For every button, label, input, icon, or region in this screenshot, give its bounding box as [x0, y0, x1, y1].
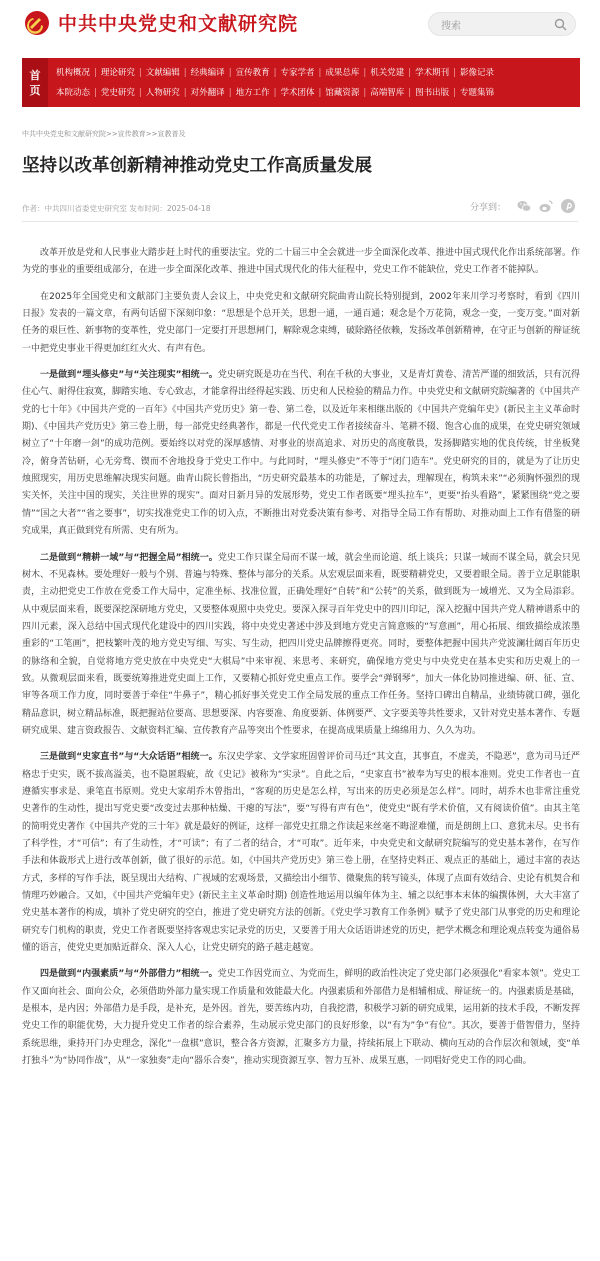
party-emblem-icon[interactable]: [24, 10, 50, 36]
nav-item-xueshuqikan[interactable]: 学术期刊: [415, 68, 450, 78]
divider: [22, 221, 578, 222]
search-input[interactable]: 搜索: [441, 21, 461, 32]
section-heading: 四是做到“内强素质”与“外部借力”相统一。: [40, 969, 218, 980]
paragraph: 四是做到“内强素质”与“外部借力”相统一。党史工作因党而立、为党而生，鲜明的政治性决定了党史部门必须强化“看家本领”。党史工作又面向社会、面向公众，必须借助外部力量实现工作质量和效能最大化。内强素质和外部借力是相辅相成、辩证统一的。内强素质是基础，是根本，是内因；外部借力是手段，是补充，是外因。首先，要苦练内功，自我挖潜，积极学习新的研究成果，运用新的技术手段，不断发挥党史工作的职能优势，大力提升党史工作者的综合素养，生动展示党史部门的良好形象，以“有为”争“有位”。其次，要善于借智借力，坚持系统思维，秉持开门办史理念，深化“一盘棋”意识，整合各方资源，汇聚多方力量，持续拓展上下联动、横向互动的合作层次和领域，变“单打独斗”为“协同作战”，从“一家独奏”走向“器乐合奏”，推动实现资源互享、智力互补、成果互惠，一同唱好党史工作的同心曲。: [22, 969, 581, 1067]
pinterest-icon[interactable]: [560, 198, 576, 214]
nav-item-tushuchuban[interactable]: 图书出版: [415, 88, 450, 98]
paragraph: 一是做到“埋头修史”与“关注现实”相统一。党史研究既是功在当代、利在千秋的大事业，又是青灯黄卷、清苦严谨的细致活，只有沉得住心气、耐得住寂寞，脚踏实地、专心致志，才能拿得出经得起实践、历史和人民检验的精品力作。中央党史和文献研究院编著的《中国共产党的七十年》《中国共产党的一百年》《中国共产党历史》第一卷、第二卷，以及近年来相继出版的《中国共产党编年史》(新民主主义革命时期)、《中国共产党历史》第三卷上册，每一部党史经典著作，都是一代代党史工作者接续奋斗、笔耕不辍、饱含心血的成果，在党史研究领域树立了“十年磨一剑”的成功范例。要始终以对党的深厚感情、对事业的崇高追求、对历史的高度敬畏，发扬脚踏实地的优良传统，甘坐板凳冷，俯身苦钻研，心无旁骛、锲而不舍地投身于党史工作中。与此同时，“埋头修史”不等于“闭门造车”。党史研究的目的，就是为了让历史烛照现实，用历史思维解决现实问题。曲青山院长曾指出，“历史研究最基本的功能是，了解过去，理解现在，构筑未来”“必须胸怀强烈的现实关怀，关注中国的现实，关注世界的现实”。面对日新月异的发展形势，党史工作者既要“埋头拉车”，更要“抬头看路”，紧紧围绕“党之要情”“国之大者”“省之要事”，切实找准党史工作的切入点，不断推出对党委决策有参考、对指导全局工作有帮助、对推动面上工作有借鉴的研究成果，真正做到党有所需、史有所为。: [22, 370, 581, 537]
share-label: 分享到：: [470, 202, 507, 213]
nav-item-jiguandangjian[interactable]: 机关党建: [370, 68, 405, 78]
nav-home-link[interactable]: 首 页: [22, 58, 48, 107]
nav-item-chengguozongku[interactable]: 成果总库: [325, 68, 360, 78]
nav-item-zhuantijijin[interactable]: 专题集锦: [460, 88, 495, 98]
wechat-icon[interactable]: [516, 198, 532, 214]
weibo-icon[interactable]: [538, 198, 554, 214]
nav-item-renwuyanjiu[interactable]: 人物研究: [145, 88, 180, 98]
nav-item-yingxiangjilu[interactable]: 影像记录: [460, 68, 495, 78]
nav-item-jingdianbianyi[interactable]: 经典编译: [190, 68, 225, 78]
article-meta: 作者：中共四川省委党史研究室 发布时间：2025-04-18: [22, 204, 211, 213]
nav-item-xueshutuanti[interactable]: 学术团体: [280, 88, 315, 98]
site-title[interactable]: 中共中央党史和文献研究院: [58, 13, 299, 35]
site-header: [0, 0, 600, 45]
nav-item-dangshiyanjiu[interactable]: 党史研究: [100, 88, 135, 98]
article-title: 坚持以改革创新精神推动党史工作高质量发展: [22, 156, 372, 176]
nav-item-zhuanjiaxuezhe[interactable]: 专家学者: [280, 68, 315, 78]
section-heading: 二是做到“精耕一域”与“把握全局”相统一。: [40, 552, 218, 563]
section-heading: 一是做到“埋头修史”与“关注现实”相统一。: [40, 370, 218, 381]
nav-item-jigougaikuang[interactable]: 机构概况: [56, 68, 91, 78]
nav-item-benyuandongtai[interactable]: 本院动态: [56, 88, 91, 98]
paragraph: 在2025年全国党史和文献部门主要负责人会议上，中央党史和文献研究院曲青山院长特别提到，2002年来川学习考察时，看到《四川日报》发表的一篇文章，有两句话留下深刻印象：“思想是个总开关，思想一通，一通百通；观念是个万花筒，观念一变，一变万变。”面对新任务的艰巨性、新事物的变革性，党史部门一定要打开思想闸门，解除观念束缚，破除路径依赖，发扬改革创新精神，在守正与创新的辩证统一中把党史事业干得更加红红火火、有声有色。: [22, 291, 581, 354]
nav-item-wenxianbianji[interactable]: 文献编辑: [145, 68, 180, 78]
article-body: [22, 245, 580, 1079]
breadcrumb[interactable]: 中共中央党史和文献研究院>>宣传教育>>宣教普及: [22, 130, 186, 138]
share-bar: [470, 198, 582, 214]
section-heading: 三是做到“史家直书”与“大众话语”相统一。: [40, 752, 218, 763]
nav-item-gaoduanzhiku[interactable]: 高端智库: [370, 88, 405, 98]
paragraph: 三是做到“史家直书”与“大众话语”相统一。东汉史学家、文学家班固曾评价司马迁“其文直，其事直，不虚美，不隐恶”，意为司马迁严格忠于史实，既不拔高溢美，也不隐匿瑕疵，故《史记》被称为“实录”。自此之后，“史家直书”被奉为写史的根本准则。党史工作者也一直遵循实事求是、秉笔直书原则。党史大家胡乔木曾指出，“客观的历史是怎么样，写出来的历史必须是怎么样”。同时，胡乔木也非常注重党史著作的生动性，提出写党史要“改变过去那种枯燥、干瘪的写法”，要“写得有声有色”，使党史“既有学术价值，又有阅读价值”。由其主笔的简明党史著作《中国共产党的三十年》就是最好的例证，这样一部党史扛鼎之作读起来丝毫不晦涩难懂，而是朗朗上口、意犹未尽。史书有了科学性，才“可信”；有了生动性，才“可读”；有了二者的结合，才“可取”。近年来，中央党史和文献研究院编写的党史基本著作，在写作手法和体裁形式上进行改革创新，做了很好的示范。如，《中国共产党历史》第三卷上册，在坚持史料正、观点正的基础上，通过丰富的表达方式，多样的写作手法，既呈现出大结构、广视域的宏观场景，又描绘出小细节、微聚焦的转写镜头，体现了点面有效结合、史论有机契合和情理巧妙融合。又如，《中国共产党编年史》(新民主主义革命时期) 创造性地运用以编年体为主、辅之以纪事本末体的编撰体例，大大丰富了党史基本著作的构成，填补了党史研究的空白，推进了党史研究方法的创新。《党史学习教育工作条例》赋予了党史部门从事党的历史和理论研究专门机构的职责，党史工作者既要坚持客观忠实记录党的历史，又要善于用大众话语讲述党的历史，把学术概念和理论观点转变为通俗易懂的语言，使党史更加贴近群众、深入人心，让党史研究的路子越走越宽。: [22, 752, 581, 954]
search-icon[interactable]: [554, 18, 567, 31]
nav-item-xuanchuanjiaoyu[interactable]: 宣传教育: [235, 68, 270, 78]
search-box[interactable]: [428, 12, 576, 36]
nav-item-guancangziyuan[interactable]: 馆藏资源: [325, 88, 360, 98]
paragraph: 改革开放是党和人民事业大踏步赶上时代的重要法宝。党的二十届三中全会就进一步全面深化改革、推进中国式现代化作出系统部署。作为党的事业的重要组成部分，在进一步全面深化改革、推进中国式现代化的伟大征程中，党史工作不能缺位，党史工作者不能掉队。: [22, 248, 581, 276]
nav-item-lilunyanjiu[interactable]: 理论研究: [100, 68, 135, 78]
nav-item-duiwaifanyi[interactable]: 对外翻译: [190, 88, 225, 98]
nav-item-difanggongzuo[interactable]: 地方工作: [235, 88, 270, 98]
paragraph: 二是做到“精耕一域”与“把握全局”相统一。党史工作只谋全局而不谋一域，就会坐而论道、纸上谈兵；只谋一域而不谋全局，就会只见树木、不见森林。要处理好一般与个别、普遍与特殊、整体与部分的关系。从宏观层面来看，既要精耕党史，又要着眼全局。善于立足职能职责，主动把党史工作放在党委工作大局中，定准坐标、找准位置，正确处理好“自转”和“公转”的关系，做到既为一域增光、又为全局添彩。从中观层面来看，既要深挖深研地方党史，又要整体观照中央党史。要深入探寻百年党史中的四川印记，深入挖掘中国共产党人精神谱系中的四川元素，深入总结中国式现代化建设中的四川实践，将中央党史著述中涉及到地方党史言简意赅的“写意画”，用心拓展、细致描绘成浓墨重彩的“工笔画”，把枝繁叶茂的地方党史写细、写实、写生动，把四川党史品牌擦得更亮。同时，要整体把握中国共产党波澜壮阔百年历史的脉络和全貌，自觉将地方党史放在中央党史“大棋局”中来审视、来思考、来研究，确保地方党史与中央党史在基本史实和历史观上的一致。从微观层面来看，既要统筹推进党史面上工作，又要精心抓好党史重点工作。要学会“弹钢琴”，加大一体化协同推进编、研、征、宣、审等各项工作力度，同时要善于牵住“牛鼻子”，精心抓好事关党史工作全局发展的重点工作任务。坚持口碑出自精品，业绩铸就口碑，强化精品意识，树立精品标准，既把握站位要高、思想要深、内容要准、角度要新、体例要严、文字要美等共性要求，又针对党史基本著作、专题研究成果、建言资政报告、文献资料汇编、宣传教育产品等突出个性要求，在提高成果质量上绵绵用力、久久为功。: [22, 552, 581, 736]
nav-row-1: 机构概况 | 理论研究 | 文献编辑 | 经典编译 | 宣传教育 | 专家学者 | 成果总库 | 机关党建 | 学术期刊 | 影像记录: [56, 68, 495, 78]
main-nav: [22, 58, 580, 107]
nav-row-2: 本院动态 | 党史研究 | 人物研究 | 对外翻译 | 地方工作 | 学术团体 | 馆藏资源 | 高端智库 | 图书出版 | 专题集锦: [56, 88, 495, 98]
